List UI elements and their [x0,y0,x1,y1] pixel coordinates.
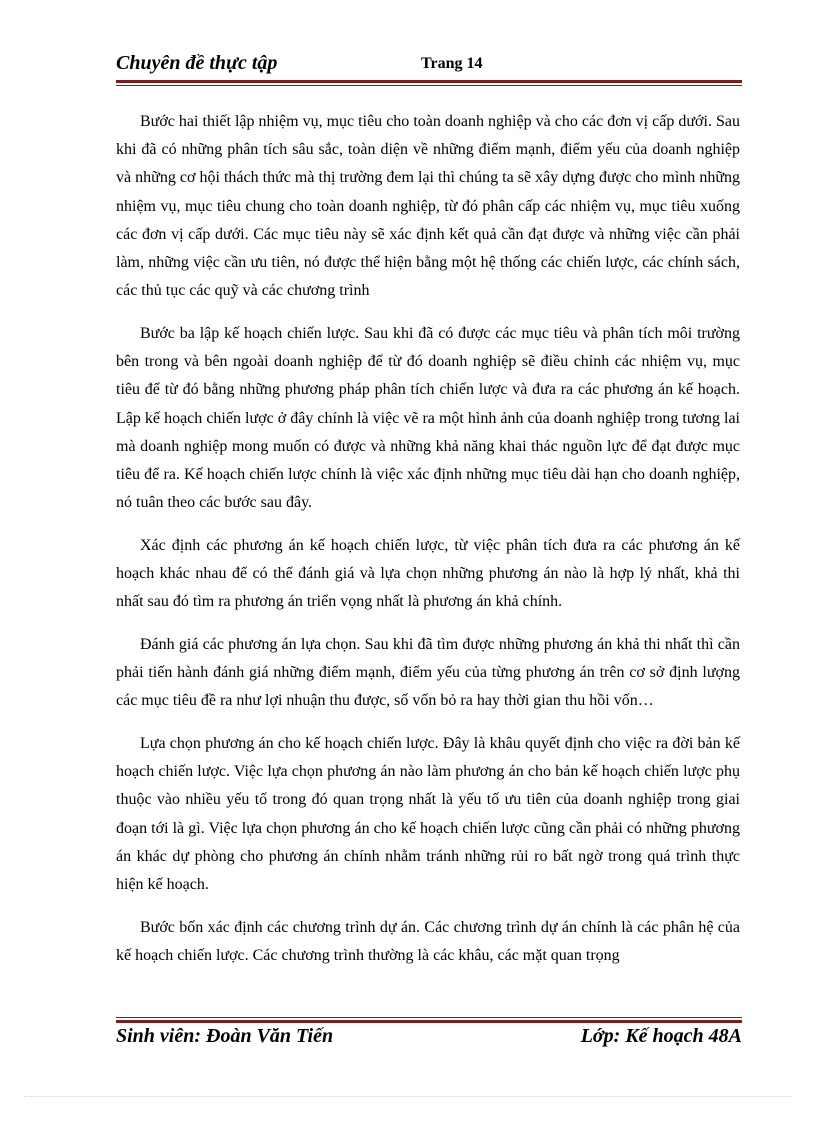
paragraph: Xác định các phương án kế hoạch chiến lược, từ việc phân tích đưa ra các phương án kế hoạch khác nhau để có thể đánh giá và lựa chọn những phương án nào là hợp lý nhất, khả thi nhất sau đó tìm ra phương án triển vọng nhất là phương án khả chính. [116,536,740,611]
paragraph: Bước ba lập kế hoạch chiến lược. Sau khi đã có được các mục tiêu và phân tích môi trường bên trong và bên ngoài doanh nghiệp để từ đó doanh nghiệp sẽ điều chỉnh các nhiệm vụ, mục tiêu để từ đó bằng những phương pháp phân tích chiến lược và đưa ra các phương án kế hoạch. Lập kế hoạch chiến lược ở đây chính là việc vẽ ra một hình ảnh của doanh nghiệp trong tương lai mà doanh nghiệp mong muốn có được và những khả năng khai thác nguồn lực để đạt được mục tiêu để ra. Kế hoạch chiến lược chính là việc xác định những mục tiêu dài hạn cho doanh nghiệp, nó tuân theo các bước sau đây. [116,324,740,512]
body-text [116,108,740,985]
document-title: Chuyên đề thực tập [116,52,278,74]
paragraph: Bước hai thiết lập nhiệm vụ, mục tiêu cho toàn doanh nghiệp và cho các đơn vị cấp dưới. Sau khi đã có những phân tích sâu sắc, toàn diện về những điểm mạnh, điểm yếu của doanh nghiệp và những cơ hội thách thức mà thị trường đem lại thì chúng ta sẽ xây dựng được cho mình những nhiệm vụ, mục tiêu chung cho toàn doanh nghiệp, từ đó phân cấp các nhiệm vụ, mục tiêu xuống các đơn vị cấp dưới. Các mục tiêu này sẽ xác định kết quả cần đạt được và những việc cần phải làm, những việc cần ưu tiên, nó được thể hiện bằng một hệ thống các chiến lược, các chính sách, các thủ tục các quỹ và các chương trình [116,113,740,300]
paragraph: Đánh giá các phương án lựa chọn. Sau khi đã tìm được những phương án khả thi nhất thì cần phải tiến hành đánh giá những điểm mạnh, điểm yếu của từng phương án trên cơ sở định lượng các mục tiêu đề ra như lợi nhuận thu được, số vốn bỏ ra hay thời gian thu hồi vốn… [116,635,740,710]
paragraph: Bước bốn xác định các chương trình dự án. Các chương trình dự án chính là các phân hệ của kế hoạch chiến lược. Các chương trình thường là các khâu, các mặt quan trọng [116,918,740,964]
header-rule-thin [116,85,742,86]
footer-rule-thick [116,1020,742,1023]
paragraph: Lựa chọn phương án cho kế hoạch chiến lược. Đây là khâu quyết định cho việc ra đời bản kế hoạch chiến lược. Việc lựa chọn phương án nào làm phương án cho bản kế hoạch chiến lược phụ thuộc vào nhiều yếu tố trong đó quan trọng nhất là yếu tố ưu tiên của doanh nghiệp trong giai đoạn tới là gì. Việc lựa chọn phương án cho kế hoạch chiến lược cũng cần phải có những phương án khác dự phòng cho phương án chính nhằm tránh những rủi ro bất ngờ trong quá trình thực hiện kế hoạch. [116,735,740,894]
student-name: Sinh viên: Đoàn Văn Tiến [116,1025,334,1047]
page-bottom-divider [24,1096,792,1097]
footer-rule-thin [116,1017,742,1018]
page-header [116,52,742,82]
page-footer [116,1025,742,1053]
header-rule-thick [116,80,742,83]
class-name: Lớp: Kế hoạch 48A [580,1025,742,1047]
page-number: Trang 14 [421,55,483,72]
